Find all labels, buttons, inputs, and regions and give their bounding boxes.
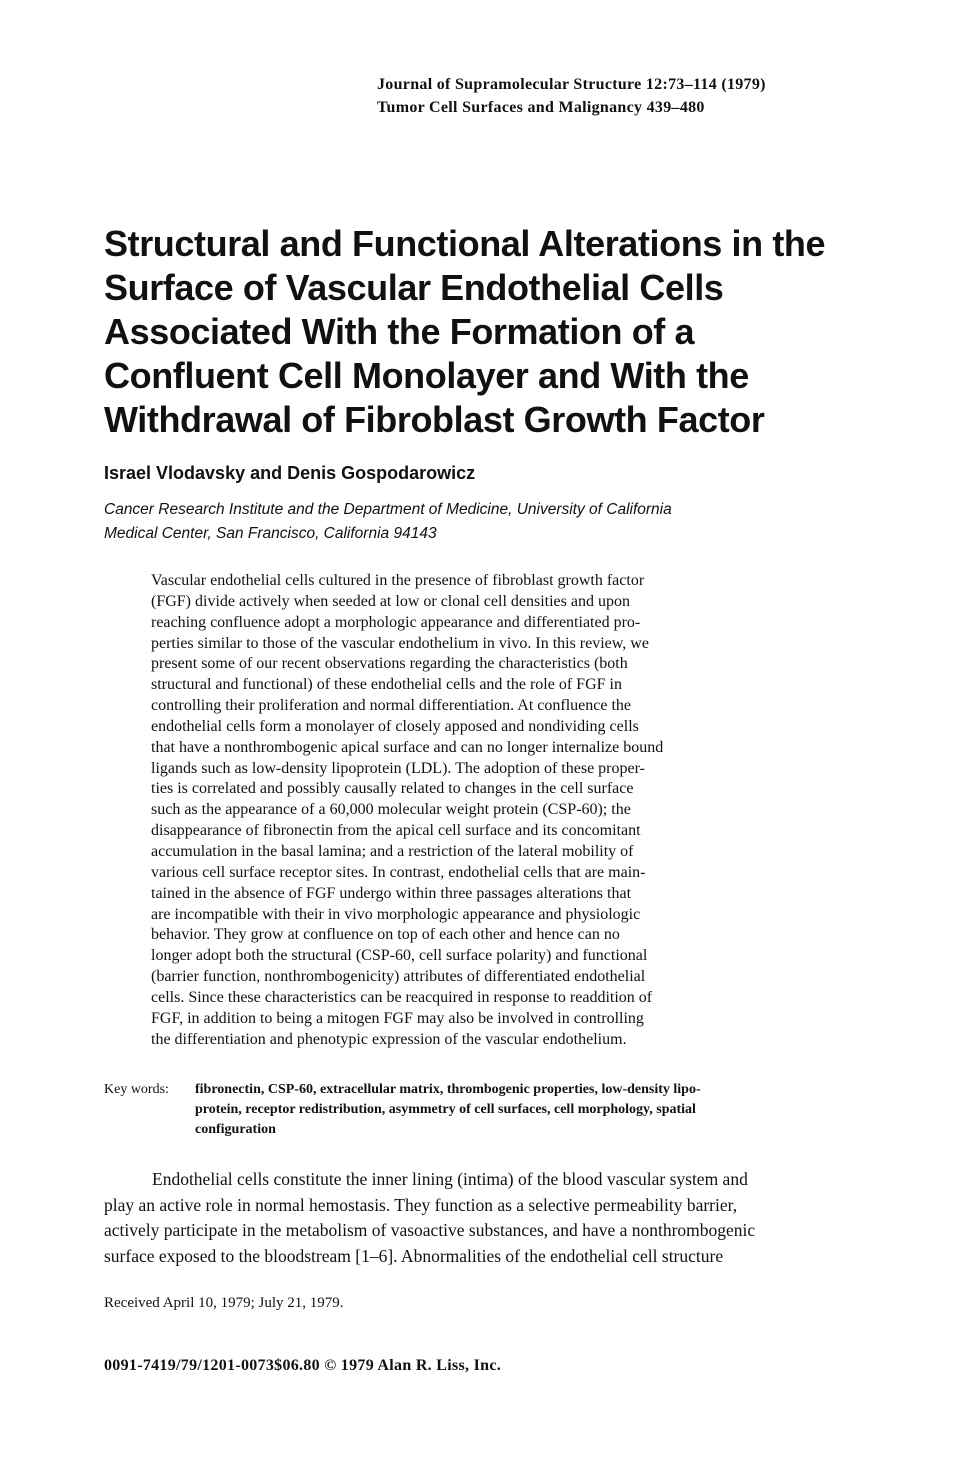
affiliation-line: Cancer Research Institute and the Department of Medicine, University of California xyxy=(104,501,672,518)
abstract-line: reaching confluence adopt a morphologic appearance and differentiated pro- xyxy=(151,613,641,631)
abstract-line: ligands such as low-density lipoprotein (LDL). The adoption of these proper- xyxy=(151,759,645,777)
abstract-line: controlling their proliferation and normal differentiation. At confluence the xyxy=(151,697,631,715)
title-line: Structural and Functional Alterations in the xyxy=(104,223,826,264)
series-citation-line: Tumor Cell Surfaces and Malignancy 439–480 xyxy=(377,99,705,116)
copyright-notice: 0091-7419/79/1201-0073$06.80 © 1979 Alan R. Liss, Inc. xyxy=(104,1357,502,1374)
keywords-line: fibronectin, CSP-60, extracellular matrix, thrombogenic properties, low-density lipo- xyxy=(195,1082,701,1097)
abstract xyxy=(151,571,663,1050)
abstract-line: behavior. They grow at confluence on top of each other and hence can no xyxy=(151,926,620,944)
body-paragraph xyxy=(104,1167,755,1269)
affiliation xyxy=(104,498,672,546)
body-line: play an active role in normal hemostasis. They function as a selective permeability barrier, xyxy=(104,1194,738,1215)
keywords-line: configuration xyxy=(195,1122,276,1137)
abstract-line: that have a nonthrombogenic apical surface and can no longer internalize bound xyxy=(151,738,664,756)
abstract-line: structural and functional) of these endothelial cells and the role of FGF in xyxy=(151,676,622,694)
title-line: Withdrawal of Fibroblast Growth Factor xyxy=(104,399,765,440)
keywords-line: protein, receptor redistribution, asymmetry of cell surfaces, cell morphology, spatial xyxy=(195,1102,696,1117)
body-line: Endothelial cells constitute the inner lining (intima) of the blood vascular system and xyxy=(152,1169,748,1189)
abstract-line: (barrier function, nonthrombogenicity) attributes of differentiated endothelial xyxy=(151,968,646,986)
title-line: Surface of Vascular Endothelial Cells xyxy=(104,267,724,308)
body-line: actively participate in the metabolism of vasoactive substances, and have a nonthrombogenic xyxy=(104,1220,756,1240)
abstract-line: FGF, in addition to being a mitogen FGF may also be involved in controlling xyxy=(151,1009,644,1027)
keywords-list xyxy=(195,1080,701,1140)
title-line: Associated With the Formation of a xyxy=(104,311,695,352)
abstract-line: cells. Since these characteristics can be reacquired in response to readdition of xyxy=(151,988,653,1006)
affiliation-line: Medical Center, San Francisco, California 94143 xyxy=(104,525,437,542)
abstract-line: perties similar to those of the vascular endothelium in vivo. In this review, we xyxy=(151,634,649,652)
abstract-line: ties is correlated and possibly causally related to changes in the cell surface xyxy=(151,780,634,798)
abstract-line: the differentiation and phenotypic expression of the vascular endothelium. xyxy=(151,1030,627,1048)
authors: Israel Vlodavsky and Denis Gospodarowicz xyxy=(104,463,476,483)
abstract-line: such as the appearance of a 60,000 molecular weight protein (CSP-60); the xyxy=(151,801,631,819)
article-title xyxy=(104,222,924,442)
abstract-line: longer adopt both the structural (CSP-60, cell surface polarity) and functional xyxy=(151,947,648,965)
abstract-line: tained in the absence of FGF undergo within three passages alterations that xyxy=(151,884,632,902)
abstract-line: are incompatible with their in vivo morphologic appearance and physiologic xyxy=(151,905,641,923)
abstract-line: disappearance of fibronectin from the apical cell surface and its concomitant xyxy=(151,822,641,840)
journal-citation-line: Journal of Supramolecular Structure 12:73–114 (1979) xyxy=(377,76,766,93)
keywords-label: Key words: xyxy=(104,1082,169,1097)
received-date: Received April 10, 1979; July 21, 1979. xyxy=(104,1295,344,1311)
abstract-line: accumulation in the basal lamina; and a restriction of the lateral mobility of xyxy=(151,842,634,860)
abstract-line: present some of our recent observations regarding the characteristics (both xyxy=(151,655,628,673)
abstract-line: (FGF) divide actively when seeded at low or clonal cell densities and upon xyxy=(151,592,630,610)
body-line: surface exposed to the bloodstream [1–6]. Abnormalities of the endothelial cell structure xyxy=(104,1245,724,1266)
abstract-line: endothelial cells form a monolayer of closely apposed and nondividing cells xyxy=(151,717,639,735)
abstract-line: various cell surface receptor sites. In contrast, endothelial cells that are main- xyxy=(151,863,646,881)
abstract-line: Vascular endothelial cells cultured in the presence of fibroblast growth factor xyxy=(151,572,645,589)
title-line: Confluent Cell Monolayer and With the xyxy=(104,355,749,396)
